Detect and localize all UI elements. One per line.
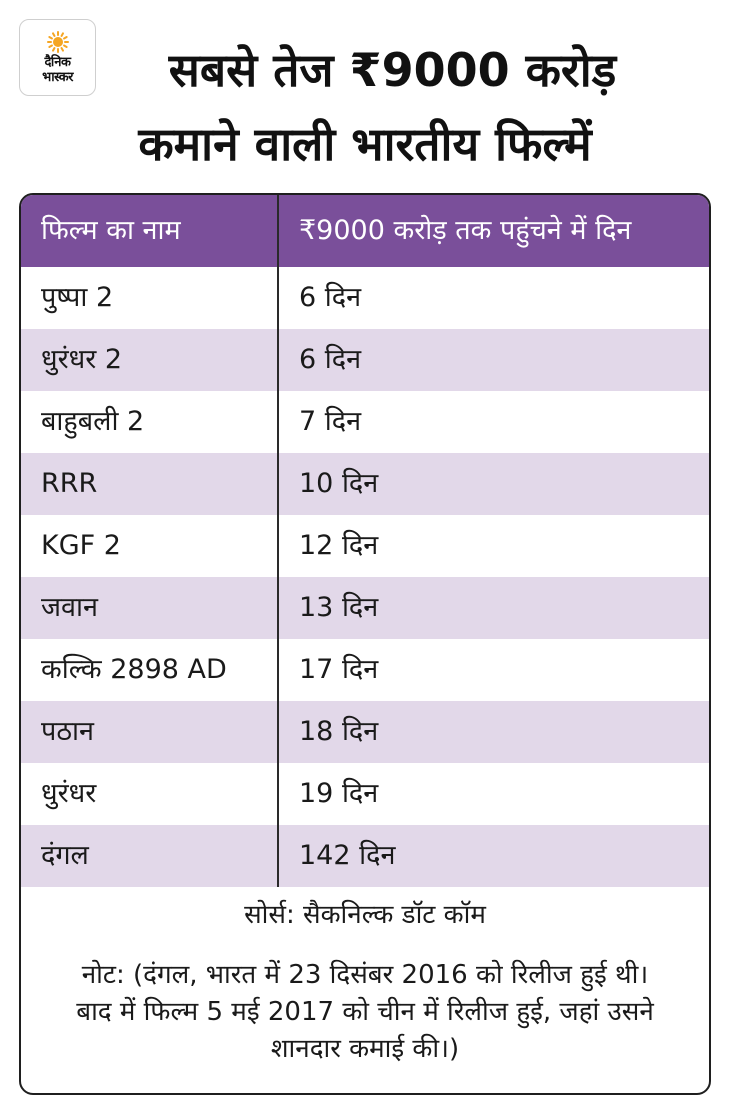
table-row: [21, 639, 709, 701]
table-header: [21, 195, 709, 267]
column-header-days: ₹9000 करोड़ तक पहुंचने में दिन: [299, 215, 632, 246]
days-cell: 10 दिन: [299, 468, 379, 499]
film-name-cell: पठान: [41, 716, 95, 747]
source-text: सोर्स: सैकनिल्क डॉट कॉम: [244, 900, 486, 930]
film-name-cell: जवान: [41, 592, 99, 623]
logo-text-line1: दैनिक: [44, 54, 71, 70]
logo-text-line2: भास्कर: [42, 69, 73, 85]
days-cell: 6 दिन: [299, 282, 362, 313]
note-text: [21, 957, 709, 1068]
days-cell: 17 दिन: [299, 654, 379, 685]
film-name-cell: कल्कि 2898 AD: [41, 654, 227, 685]
table-row: [21, 701, 709, 763]
film-name-cell: दंगल: [41, 840, 89, 871]
headline-line2: कमाने वाली भारतीय फिल्में: [138, 117, 592, 171]
note-line: नोट: (दंगल, भारत में 23 दिसंबर 2016 को रिलीज हुई थी।: [81, 960, 649, 990]
table-row: [21, 391, 709, 453]
sun-ray: [53, 33, 55, 36]
days-cell: 19 दिन: [299, 778, 379, 809]
table-row: [21, 329, 709, 391]
table-row: [21, 763, 709, 825]
days-cell: 13 दिन: [299, 592, 379, 623]
note-line: शानदार कमाई की।): [270, 1034, 460, 1064]
film-name-cell: बाहुबली 2: [41, 406, 145, 437]
days-cell: 142 दिन: [299, 840, 396, 871]
film-name-cell: धुरंधर 2: [41, 344, 123, 375]
note-line: बाद में फिल्म 5 मई 2017 को चीन में रिलीज हुई, जहां उसने: [76, 997, 654, 1027]
table-row: [21, 577, 709, 639]
table-row: [21, 825, 709, 887]
sun-ray: [61, 33, 63, 36]
film-name-cell: पुष्पा 2: [41, 282, 114, 313]
table-row: [21, 267, 709, 329]
column-header-film-name: फिल्म का नाम: [41, 215, 181, 246]
table-row: [21, 515, 709, 577]
film-name-cell: KGF 2: [41, 530, 121, 561]
films-table-card: [19, 193, 711, 1095]
table-row: [21, 453, 709, 515]
days-cell: 7 दिन: [299, 406, 362, 437]
days-cell: 6 दिन: [299, 344, 362, 375]
headline-line1: सबसे तेज ₹9000 करोड़: [168, 43, 617, 97]
days-cell: 12 दिन: [299, 530, 379, 561]
film-name-cell: RRR: [41, 468, 98, 499]
film-name-cell: धुरंधर: [41, 778, 97, 809]
days-cell: 18 दिन: [299, 716, 379, 747]
column-divider: [277, 195, 279, 887]
